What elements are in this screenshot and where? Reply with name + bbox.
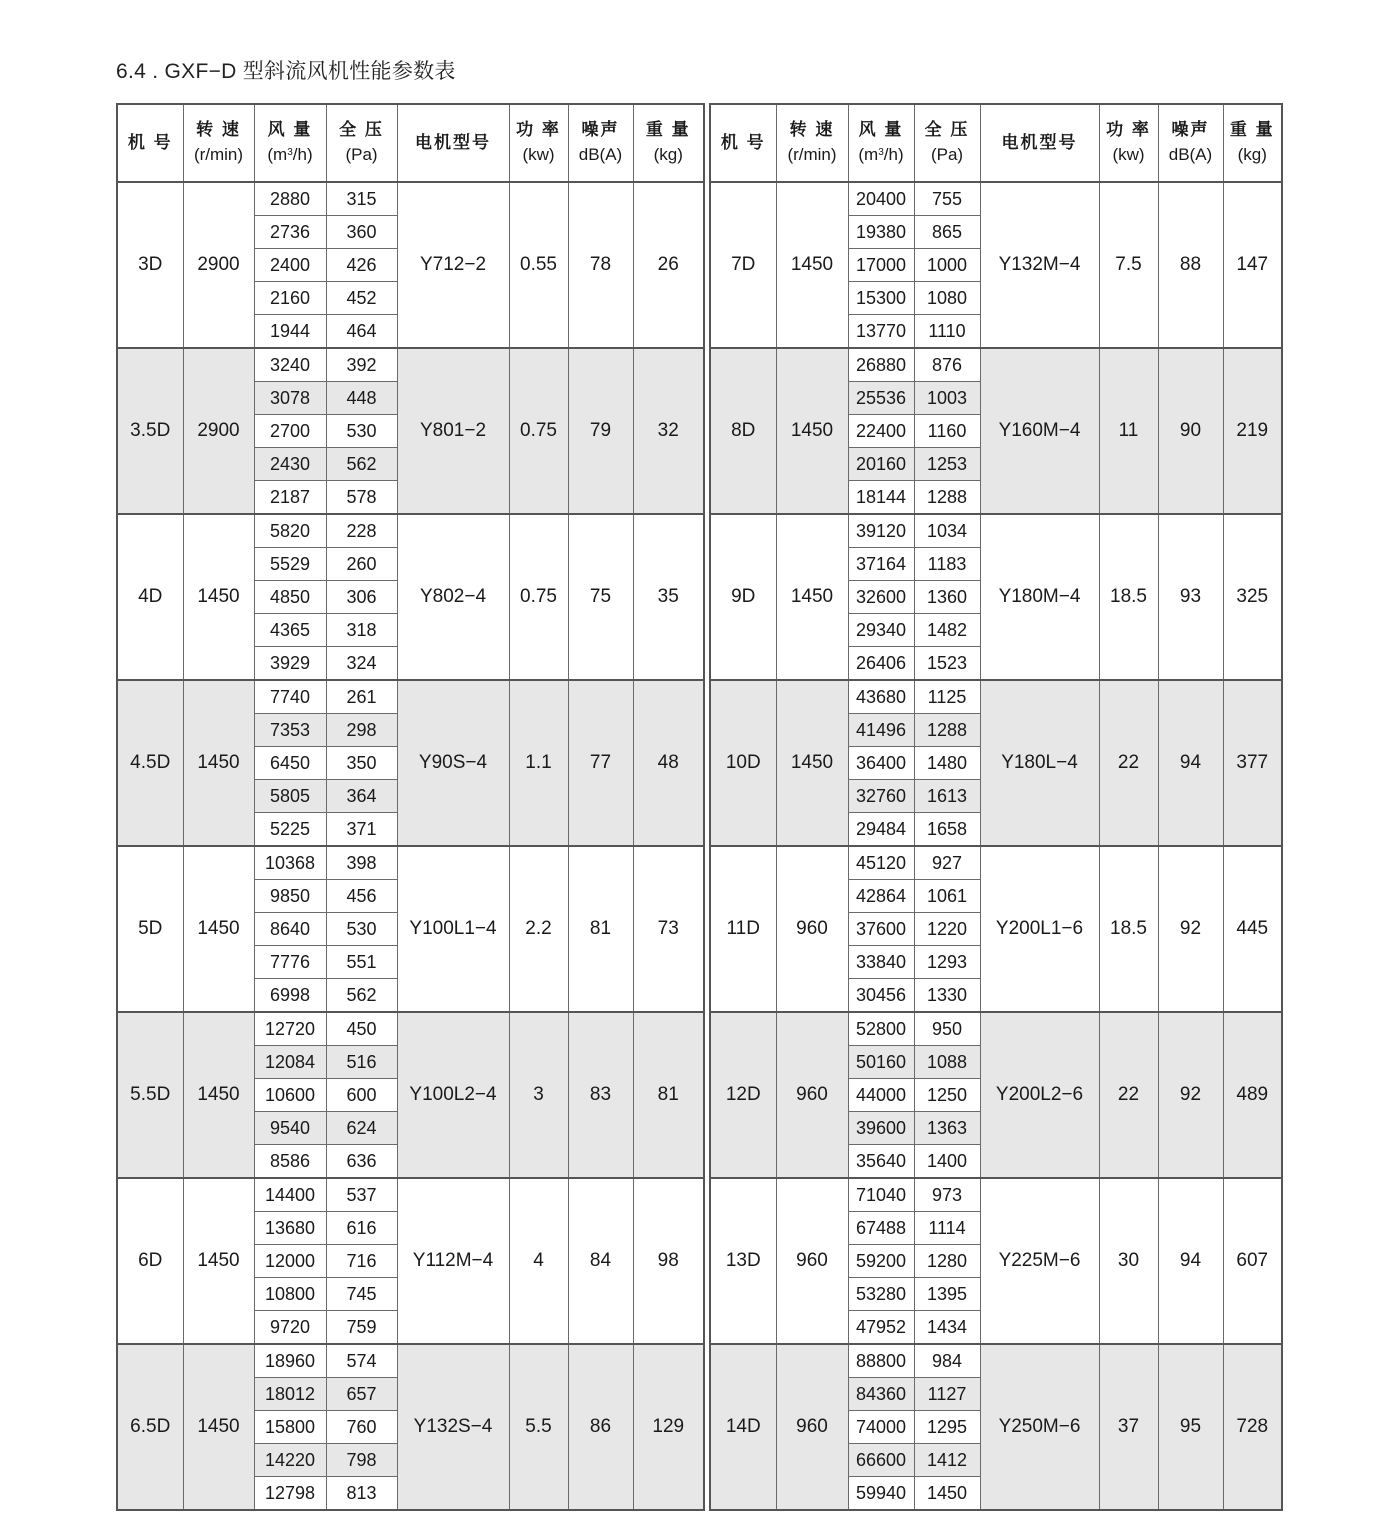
pressure-cell: 1114 — [914, 1212, 980, 1245]
flow-cell: 35640 — [848, 1145, 914, 1179]
flow-cell: 6998 — [254, 979, 326, 1013]
model-cell: 4.5D — [117, 680, 183, 846]
flow-cell: 3929 — [254, 647, 326, 681]
noise-cell: 92 — [1158, 846, 1223, 1012]
flow-cell: 25536 — [848, 382, 914, 415]
header-flow: 风 量 $(m^3/h)$ — [848, 104, 914, 182]
model-cell: 8D — [710, 348, 776, 514]
power-cell: 37 — [1099, 1344, 1158, 1510]
weight-cell: 129 — [633, 1344, 704, 1510]
flow-cell: 37164 — [848, 548, 914, 581]
pressure-cell: 1295 — [914, 1411, 980, 1444]
header-speed: 转 速 (r/min) — [183, 104, 254, 182]
header-weight: 重 量 (kg) — [1223, 104, 1282, 182]
flow-cell: 17000 — [848, 249, 914, 282]
pressure-cell: 364 — [326, 780, 397, 813]
pressure-cell: 574 — [326, 1344, 397, 1378]
table-row — [117, 514, 704, 548]
flow-cell: 3240 — [254, 348, 326, 382]
motor-cell: Y801−2 — [397, 348, 509, 514]
flow-cell: 42864 — [848, 880, 914, 913]
noise-cell: 79 — [568, 348, 633, 514]
pressure-cell: 551 — [326, 946, 397, 979]
noise-cell: 94 — [1158, 1178, 1223, 1344]
table-row — [117, 1012, 704, 1046]
flow-cell: 66600 — [848, 1444, 914, 1477]
flow-cell: 18960 — [254, 1344, 326, 1378]
flow-cell: 5805 — [254, 780, 326, 813]
pressure-cell: 1613 — [914, 780, 980, 813]
motor-cell: Y100L2−4 — [397, 1012, 509, 1178]
flow-cell: 13680 — [254, 1212, 326, 1245]
table-row — [117, 1178, 704, 1212]
flow-cell: 39600 — [848, 1112, 914, 1145]
flow-cell: 32600 — [848, 581, 914, 614]
pressure-cell: 1288 — [914, 714, 980, 747]
power-cell: 22 — [1099, 680, 1158, 846]
header-power: 功 率 (kw) — [509, 104, 568, 182]
flow-cell: 20160 — [848, 448, 914, 481]
motor-cell: Y180M−4 — [980, 514, 1099, 680]
motor-cell: Y250M−6 — [980, 1344, 1099, 1510]
motor-cell: Y90S−4 — [397, 680, 509, 846]
header-weight: 重 量 (kg) — [633, 104, 704, 182]
flow-cell: 2880 — [254, 182, 326, 216]
model-cell: 14D — [710, 1344, 776, 1510]
noise-cell: 95 — [1158, 1344, 1223, 1510]
speed-cell: 1450 — [776, 680, 848, 846]
motor-cell: Y712−2 — [397, 182, 509, 348]
speed-cell: 960 — [776, 846, 848, 1012]
power-cell: 7.5 — [1099, 182, 1158, 348]
flow-cell: 30456 — [848, 979, 914, 1013]
pressure-cell: 315 — [326, 182, 397, 216]
flow-cell: 5225 — [254, 813, 326, 847]
noise-cell: 83 — [568, 1012, 633, 1178]
flow-cell: 6450 — [254, 747, 326, 780]
pressure-cell: 1088 — [914, 1046, 980, 1079]
pressure-cell: 1061 — [914, 880, 980, 913]
pressure-cell: 1034 — [914, 514, 980, 548]
pressure-cell: 450 — [326, 1012, 397, 1046]
pressure-cell: 228 — [326, 514, 397, 548]
model-cell: 10D — [710, 680, 776, 846]
pressure-cell: 360 — [326, 216, 397, 249]
pressure-cell: 426 — [326, 249, 397, 282]
weight-cell: 81 — [633, 1012, 704, 1178]
noise-cell: 92 — [1158, 1012, 1223, 1178]
model-cell: 11D — [710, 846, 776, 1012]
power-cell: 0.55 — [509, 182, 568, 348]
pressure-cell: 530 — [326, 415, 397, 448]
pressure-cell: 813 — [326, 1477, 397, 1511]
noise-cell: 86 — [568, 1344, 633, 1510]
pressure-cell: 1330 — [914, 979, 980, 1013]
flow-cell: 9540 — [254, 1112, 326, 1145]
pressure-cell: 578 — [326, 481, 397, 515]
flow-cell: 52800 — [848, 1012, 914, 1046]
pressure-cell: 1293 — [914, 946, 980, 979]
pressure-cell: 1160 — [914, 415, 980, 448]
speed-cell: 1450 — [776, 514, 848, 680]
pressure-cell: 657 — [326, 1378, 397, 1411]
noise-cell: 75 — [568, 514, 633, 680]
flow-cell: 2400 — [254, 249, 326, 282]
flow-cell: 39120 — [848, 514, 914, 548]
flow-cell: 12084 — [254, 1046, 326, 1079]
pressure-cell: 1000 — [914, 249, 980, 282]
motor-cell: Y200L2−6 — [980, 1012, 1099, 1178]
power-cell: 18.5 — [1099, 846, 1158, 1012]
noise-cell: 84 — [568, 1178, 633, 1344]
motor-cell: Y802−4 — [397, 514, 509, 680]
flow-cell: 2736 — [254, 216, 326, 249]
noise-cell: 94 — [1158, 680, 1223, 846]
weight-cell: 26 — [633, 182, 704, 348]
noise-cell: 77 — [568, 680, 633, 846]
pressure-cell: 950 — [914, 1012, 980, 1046]
table-row — [117, 182, 704, 216]
pressure-cell: 1080 — [914, 282, 980, 315]
pressure-cell: 759 — [326, 1311, 397, 1345]
power-cell: 30 — [1099, 1178, 1158, 1344]
model-cell: 5D — [117, 846, 183, 1012]
motor-cell: Y225M−6 — [980, 1178, 1099, 1344]
pressure-cell: 600 — [326, 1079, 397, 1112]
speed-cell: 1450 — [183, 1012, 254, 1178]
pressure-cell: 798 — [326, 1444, 397, 1477]
header-motor: 电机型号 — [980, 104, 1099, 182]
power-cell: 0.75 — [509, 514, 568, 680]
pressure-cell: 745 — [326, 1278, 397, 1311]
flow-cell: 2160 — [254, 282, 326, 315]
weight-cell: 607 — [1223, 1178, 1282, 1344]
flow-cell: 9850 — [254, 880, 326, 913]
pressure-cell: 398 — [326, 846, 397, 880]
pressure-cell: 1400 — [914, 1145, 980, 1179]
flow-cell: 12798 — [254, 1477, 326, 1511]
flow-cell: 88800 — [848, 1344, 914, 1378]
table-row — [117, 1344, 704, 1378]
pressure-cell: 392 — [326, 348, 397, 382]
weight-cell: 73 — [633, 846, 704, 1012]
pressure-cell: 760 — [326, 1411, 397, 1444]
weight-cell: 325 — [1223, 514, 1282, 680]
flow-cell: 26406 — [848, 647, 914, 681]
noise-cell: 81 — [568, 846, 633, 1012]
pressure-cell: 1253 — [914, 448, 980, 481]
model-cell: 7D — [710, 182, 776, 348]
model-cell: 3D — [117, 182, 183, 348]
power-cell: 18.5 — [1099, 514, 1158, 680]
flow-cell: 74000 — [848, 1411, 914, 1444]
power-cell: 1.1 — [509, 680, 568, 846]
power-cell: 4 — [509, 1178, 568, 1344]
flow-cell: 19380 — [848, 216, 914, 249]
pressure-cell: 1003 — [914, 382, 980, 415]
pressure-cell: 371 — [326, 813, 397, 847]
pressure-cell: 927 — [914, 846, 980, 880]
flow-cell: 59940 — [848, 1477, 914, 1511]
pressure-cell: 350 — [326, 747, 397, 780]
pressure-cell: 516 — [326, 1046, 397, 1079]
flow-cell: 84360 — [848, 1378, 914, 1411]
pressure-cell: 530 — [326, 913, 397, 946]
header-model: 机 号 — [117, 104, 183, 182]
pressure-cell: 562 — [326, 979, 397, 1013]
weight-cell: 728 — [1223, 1344, 1282, 1510]
flow-cell: 5820 — [254, 514, 326, 548]
flow-cell: 10800 — [254, 1278, 326, 1311]
speed-cell: 1450 — [183, 1344, 254, 1510]
model-cell: 6D — [117, 1178, 183, 1344]
table-row — [710, 1012, 1282, 1046]
pressure-cell: 865 — [914, 216, 980, 249]
speed-cell: 960 — [776, 1178, 848, 1344]
flow-cell: 20400 — [848, 182, 914, 216]
flow-cell: 18012 — [254, 1378, 326, 1411]
motor-cell: Y112M−4 — [397, 1178, 509, 1344]
flow-cell: 29484 — [848, 813, 914, 847]
speed-cell: 960 — [776, 1344, 848, 1510]
header-pressure: 全 压 (Pa) — [326, 104, 397, 182]
weight-cell: 35 — [633, 514, 704, 680]
pressure-cell: 1450 — [914, 1477, 980, 1511]
weight-cell: 219 — [1223, 348, 1282, 514]
motor-cell: Y132S−4 — [397, 1344, 509, 1510]
flow-cell: 32760 — [848, 780, 914, 813]
flow-cell: 37600 — [848, 913, 914, 946]
model-cell: 3.5D — [117, 348, 183, 514]
pressure-cell: 636 — [326, 1145, 397, 1179]
flow-cell: 41496 — [848, 714, 914, 747]
motor-cell: Y100L1−4 — [397, 846, 509, 1012]
power-cell: 3 — [509, 1012, 568, 1178]
speed-cell: 2900 — [183, 182, 254, 348]
pressure-cell: 984 — [914, 1344, 980, 1378]
flow-cell: 1944 — [254, 315, 326, 349]
table-row — [710, 514, 1282, 548]
model-cell: 5.5D — [117, 1012, 183, 1178]
header-model: 机 号 — [710, 104, 776, 182]
flow-cell: 43680 — [848, 680, 914, 714]
table-row — [710, 680, 1282, 714]
pressure-cell: 537 — [326, 1178, 397, 1212]
pressure-cell: 318 — [326, 614, 397, 647]
header-flow: 风 量 $(m^3/h)$ — [254, 104, 326, 182]
header-pressure: 全 压 (Pa) — [914, 104, 980, 182]
speed-cell: 1450 — [776, 182, 848, 348]
table-row — [710, 348, 1282, 382]
flow-cell: 36400 — [848, 747, 914, 780]
flow-cell: 4850 — [254, 581, 326, 614]
pressure-cell: 1220 — [914, 913, 980, 946]
pressure-cell: 1412 — [914, 1444, 980, 1477]
flow-cell: 44000 — [848, 1079, 914, 1112]
pressure-cell: 716 — [326, 1245, 397, 1278]
pressure-cell: 1183 — [914, 548, 980, 581]
flow-cell: 12000 — [254, 1245, 326, 1278]
pressure-cell: 261 — [326, 680, 397, 714]
pressure-cell: 452 — [326, 282, 397, 315]
motor-cell: Y180L−4 — [980, 680, 1099, 846]
flow-cell: 2700 — [254, 415, 326, 448]
flow-cell: 22400 — [848, 415, 914, 448]
flow-cell: 9720 — [254, 1311, 326, 1345]
right-table-body — [710, 182, 1282, 1510]
weight-cell: 445 — [1223, 846, 1282, 1012]
model-cell: 4D — [117, 514, 183, 680]
pressure-cell: 562 — [326, 448, 397, 481]
flow-cell: 26880 — [848, 348, 914, 382]
header-row — [117, 104, 704, 182]
pressure-cell: 1110 — [914, 315, 980, 349]
flow-cell: 7776 — [254, 946, 326, 979]
pressure-cell: 260 — [326, 548, 397, 581]
flow-cell: 8586 — [254, 1145, 326, 1179]
weight-cell: 147 — [1223, 182, 1282, 348]
noise-cell: 93 — [1158, 514, 1223, 680]
flow-cell: 5529 — [254, 548, 326, 581]
flow-cell: 14400 — [254, 1178, 326, 1212]
speed-cell: 1450 — [183, 846, 254, 1012]
header-power: 功 率 (kw) — [1099, 104, 1158, 182]
model-cell: 12D — [710, 1012, 776, 1178]
pressure-cell: 448 — [326, 382, 397, 415]
flow-cell: 3078 — [254, 382, 326, 415]
weight-cell: 489 — [1223, 1012, 1282, 1178]
header-motor: 电机型号 — [397, 104, 509, 182]
pressure-cell: 1658 — [914, 813, 980, 847]
pressure-cell: 1434 — [914, 1311, 980, 1345]
weight-cell: 32 — [633, 348, 704, 514]
pressure-cell: 306 — [326, 581, 397, 614]
pressure-cell: 1288 — [914, 481, 980, 515]
flow-cell: 13770 — [848, 315, 914, 349]
table-row — [710, 1344, 1282, 1378]
pressure-cell: 973 — [914, 1178, 980, 1212]
flow-cell: 2430 — [254, 448, 326, 481]
header-noise: 噪声 dB(A) — [1158, 104, 1223, 182]
power-cell: 5.5 — [509, 1344, 568, 1510]
flow-cell: 15300 — [848, 282, 914, 315]
speed-cell: 1450 — [183, 514, 254, 680]
header-speed: 转 速 (r/min) — [776, 104, 848, 182]
flow-cell: 50160 — [848, 1046, 914, 1079]
noise-cell: 78 — [568, 182, 633, 348]
weight-cell: 98 — [633, 1178, 704, 1344]
noise-cell: 88 — [1158, 182, 1223, 348]
pressure-cell: 1360 — [914, 581, 980, 614]
weight-cell: 377 — [1223, 680, 1282, 846]
pressure-cell: 324 — [326, 647, 397, 681]
flow-cell: 2187 — [254, 481, 326, 515]
flow-cell: 67488 — [848, 1212, 914, 1245]
speed-cell: 960 — [776, 1012, 848, 1178]
speed-cell: 1450 — [183, 680, 254, 846]
weight-cell: 48 — [633, 680, 704, 846]
flow-cell: 8640 — [254, 913, 326, 946]
pressure-cell: 624 — [326, 1112, 397, 1145]
model-cell: 6.5D — [117, 1344, 183, 1510]
pressure-cell: 1250 — [914, 1079, 980, 1112]
page-title: 6.4 . GXF−D 型斜流风机性能参数表 — [116, 60, 456, 83]
header-noise: 噪声 dB(A) — [568, 104, 633, 182]
flow-cell: 18144 — [848, 481, 914, 515]
motor-cell: Y200L1−6 — [980, 846, 1099, 1012]
speed-cell: 1450 — [183, 1178, 254, 1344]
flow-cell: 7353 — [254, 714, 326, 747]
flow-cell: 33840 — [848, 946, 914, 979]
pressure-cell: 1480 — [914, 747, 980, 780]
table-row — [117, 680, 704, 714]
model-cell: 13D — [710, 1178, 776, 1344]
power-cell: 11 — [1099, 348, 1158, 514]
flow-cell: 14220 — [254, 1444, 326, 1477]
motor-cell: Y160M−4 — [980, 348, 1099, 514]
pressure-cell: 876 — [914, 348, 980, 382]
flow-cell: 7740 — [254, 680, 326, 714]
pressure-cell: 1363 — [914, 1112, 980, 1145]
table-row — [710, 846, 1282, 880]
pressure-cell: 1280 — [914, 1245, 980, 1278]
header-row — [710, 104, 1282, 182]
pressure-cell: 1395 — [914, 1278, 980, 1311]
speed-cell: 2900 — [183, 348, 254, 514]
noise-cell: 90 — [1158, 348, 1223, 514]
performance-table-right — [709, 103, 1283, 1511]
model-cell: 9D — [710, 514, 776, 680]
flow-cell: 4365 — [254, 614, 326, 647]
power-cell: 2.2 — [509, 846, 568, 1012]
flow-cell: 12720 — [254, 1012, 326, 1046]
pressure-cell: 1482 — [914, 614, 980, 647]
flow-cell: 47952 — [848, 1311, 914, 1345]
performance-table-left — [116, 103, 705, 1511]
flow-cell: 71040 — [848, 1178, 914, 1212]
power-cell: 0.75 — [509, 348, 568, 514]
flow-cell: 59200 — [848, 1245, 914, 1278]
table-row — [710, 1178, 1282, 1212]
flow-cell: 10600 — [254, 1079, 326, 1112]
table-row — [710, 182, 1282, 216]
pressure-cell: 456 — [326, 880, 397, 913]
pressure-cell: 755 — [914, 182, 980, 216]
flow-cell: 10368 — [254, 846, 326, 880]
pressure-cell: 1125 — [914, 680, 980, 714]
left-table-body — [117, 182, 704, 1510]
table-row — [117, 846, 704, 880]
flow-cell: 53280 — [848, 1278, 914, 1311]
pressure-cell: 1523 — [914, 647, 980, 681]
pressure-cell: 1127 — [914, 1378, 980, 1411]
pressure-cell: 616 — [326, 1212, 397, 1245]
motor-cell: Y132M−4 — [980, 182, 1099, 348]
speed-cell: 1450 — [776, 348, 848, 514]
flow-cell: 29340 — [848, 614, 914, 647]
flow-cell: 15800 — [254, 1411, 326, 1444]
table-row — [117, 348, 704, 382]
pressure-cell: 298 — [326, 714, 397, 747]
flow-cell: 45120 — [848, 846, 914, 880]
pressure-cell: 464 — [326, 315, 397, 349]
power-cell: 22 — [1099, 1012, 1158, 1178]
